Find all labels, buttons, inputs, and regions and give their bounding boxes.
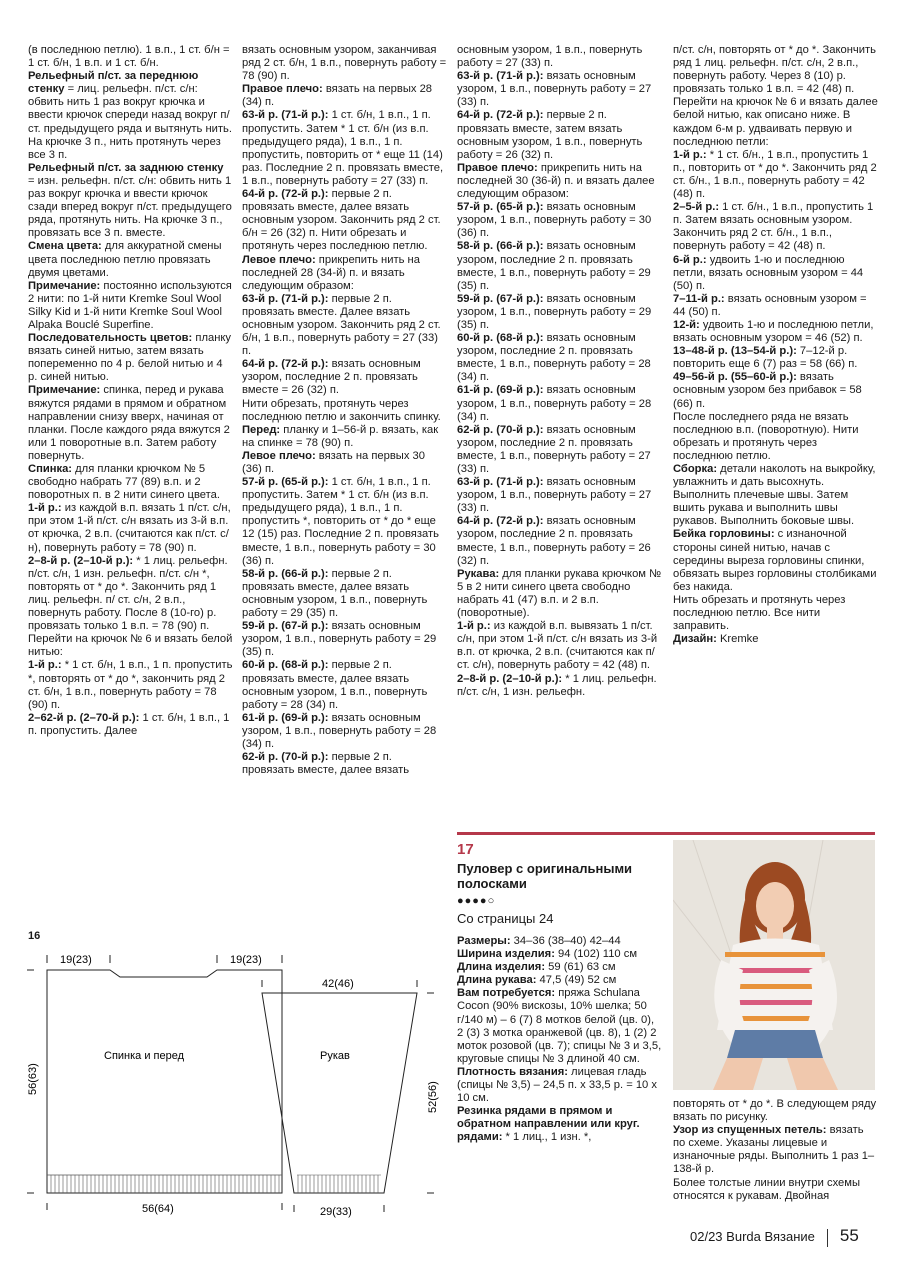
paragraph-heading: Рельефный п/ст. за заднюю стенку (28, 161, 224, 174)
paragraph-text: для планки крючком № 5 свободно набрать 77 (89) в.п. и 2 поворотных п. в 2 нити синего цвета. (28, 463, 220, 502)
paragraph (457, 620, 662, 672)
paragraph-heading: 57-й р. (65-й р.): (457, 201, 544, 214)
paragraph-text: Нить обрезать и протянуть через последнюю петлю. Все нити заправить. (673, 593, 846, 633)
paragraph-heading: Перед: (242, 423, 281, 436)
paragraph (28, 384, 233, 463)
paragraph (457, 974, 662, 987)
pattern-schematic (22, 925, 450, 1225)
paragraph-text: вязать основным узором, 1 в.п., повернуть работу = 28 (34) п. (242, 711, 437, 750)
paragraph-heading: 63-й р. (71-й р.): (242, 292, 329, 305)
paragraph-text: первые 2 п. провязать вместе, далее вязать основным узором, 1 в.п., повернуть работу = 28 (34) п. (242, 659, 428, 711)
paragraph-text: вязать основным узором, последние 2 п. провязать вместе = 26 (32) п. (242, 358, 421, 397)
paragraph (242, 476, 447, 568)
paragraph-text: из каждой в.п. вязать 1 п/ст. с/н, при этом 1-й п/ст. с/н вязать из 3-й в.п. от крючка, 2 в.п. (считаются как п/ст. с/н), повернуть работу = 78 (90) п. (28, 502, 231, 554)
paragraph (457, 384, 662, 423)
paragraph (242, 109, 447, 188)
paragraph (457, 293, 662, 332)
paragraph-text: удвоить 1-ю и последнюю петли, вязать основным узором = 46 (52) п. (673, 318, 874, 345)
paragraph-heading: 60-й р. (68-й р.): (457, 332, 544, 345)
paragraph-heading: 2–62-й р. (2–70-й р.): (28, 711, 140, 724)
paragraph-text: * 1 лиц., 1 изн. *, (502, 1131, 592, 1144)
paragraph (673, 1124, 878, 1176)
paragraph-text: первые 2 п. провязать вместе, далее вязать основным узором. Закончить ряд 2 ст. б/н = 26 (32) п. Нити обрезать и протянуть через последнюю петлю. (242, 188, 441, 253)
paragraph-text: первые 2 п. провязать вместе, далее вязать основным узором, 1 в.п., повернуть работу = 29 (35) п. (242, 567, 428, 620)
paragraph-text: вязать основным узором = 44 (50) п. (673, 292, 867, 318)
paragraph-text: планку вязать синей нитью, затем вязать попеременно по 4 р. белой нитью и 4 р. синей нитью. (28, 332, 232, 384)
paragraph (28, 240, 233, 279)
paragraph (242, 424, 447, 450)
paragraph-text: Перейти на крючок № 6 и вязать белой нитью: (28, 633, 233, 659)
paragraph-text: Нити обрезать, протянуть через последнюю петлю и закончить спинку. (242, 397, 441, 423)
paragraph (457, 987, 662, 1066)
paragraph (457, 948, 662, 961)
text-column-2 (242, 44, 447, 777)
paragraph-text: лицевая гладь (спицы № 3,5) – 24,5 п. x 33,5 р. = 10 x 10 см. (457, 1065, 657, 1105)
body-piece (27, 955, 282, 1210)
paragraph (457, 162, 662, 201)
body-top-left-dim: 19(23) (60, 954, 92, 966)
paragraph (457, 44, 662, 70)
paragraph-text: вязать основным узором, 1 в.п., повернуть работу = 27 (33) п. (457, 70, 652, 109)
paragraph (457, 109, 662, 161)
paragraph (673, 149, 878, 201)
paragraph (28, 712, 233, 738)
paragraph (457, 1066, 662, 1105)
page-number: 55 (839, 1226, 859, 1245)
paragraph (28, 555, 233, 634)
paragraph-heading: Длина рукава: (457, 974, 537, 987)
diagram-number: 16 (28, 930, 41, 942)
paragraph-heading: 1-й р.: (28, 659, 62, 672)
paragraph (457, 332, 662, 384)
paragraph-heading: 1-й р.: (28, 502, 62, 515)
paragraph (673, 463, 878, 528)
paragraph-text: вязать основным узором, 1 в.п., повернуть работу = 30 (36) п. (457, 201, 652, 240)
paragraph-text: (в последнюю петлю). 1 в.п., 1 ст. б/н = 1 ст. б/н, 1 в.п. и 1 ст. б/н. (28, 44, 230, 70)
paragraph-heading: Длина изделия: (457, 961, 546, 974)
paragraph-text: вязать по схеме. Указаны лицевые и изнаночные ряды. Выполнить 1 раз 1–138-й р. (673, 1124, 875, 1176)
paragraph-text: первые 2 п. провязать вместе, далее вязать (242, 751, 410, 777)
paragraph-heading: 61-й р. (69-й р.): (242, 711, 329, 724)
paragraph (457, 476, 662, 515)
paragraph-text: вязать на первых 30 (36) п. (242, 449, 425, 475)
paragraph (242, 188, 447, 253)
paragraph (242, 293, 447, 358)
paragraph-heading: Плотность вязания: (457, 1065, 568, 1078)
paragraph (28, 70, 233, 162)
paragraph-text: постоянно используются 2 нити: по 1-й нити Kremke Soul Wool Silky Kid и 1-й нити Kremke Soul Wool Alpaka Bouclé Superfine. (28, 279, 232, 331)
paragraph-text: планку и 1–56-й р. вязать, как на спинке = 78 (90) п. (242, 423, 439, 449)
paragraph-text: удвоить 1-ю и последнюю петли, вязать основным узором = 44 (50) п. (673, 253, 864, 292)
paragraph (242, 44, 447, 83)
page-footer (690, 1226, 859, 1247)
paragraph (673, 528, 878, 593)
paragraph (673, 345, 878, 371)
paragraph-heading: 58-й р. (66-й р.): (457, 240, 544, 253)
paragraph-text: После последнего ряда не вязать последнюю в.п. (поворотную). Нити обрезать и протянуть через последнюю петлю. (673, 410, 859, 462)
paragraph (457, 935, 662, 948)
paragraph (673, 371, 878, 410)
paragraph-text: для аккуратной смены цвета последнюю петлю провязать двумя цветами. (28, 240, 222, 279)
paragraph-text: первые 2 п. провязать вместе, затем вязать основным узором, 1 в.п., повернуть работу = 26 (32) п. (457, 109, 643, 161)
paragraph-heading: 2–8-й р. (2–10-й р.): (457, 672, 563, 685)
paragraph-heading: 6-й р.: (673, 253, 707, 266)
difficulty-rating: ●●●●○ (457, 895, 496, 907)
paragraph (242, 712, 447, 751)
paragraph (457, 515, 662, 567)
paragraph-text: 7–12-й р. повторить еще 6 (7) раз = 58 (66) п. (673, 345, 858, 371)
paragraph (242, 398, 447, 424)
paragraph-heading: 7–11-й р.: (673, 292, 725, 305)
text-column-3 (457, 44, 662, 699)
pattern-title: Пуловер с оригинальными полосками (457, 861, 633, 891)
paragraph-text: для планки рукава крючком № 5 в 2 нити синего цвета свободно набрать 41 (47) в.п. и 2 в.п. (поворотные). (457, 567, 662, 620)
paragraph (242, 358, 447, 397)
paragraph (457, 424, 662, 476)
paragraph-text: вязать основным узором, 1 в.п., повернуть работу = 29 (35) п. (457, 292, 652, 331)
paragraph-text: вязать на первых 28 (34) п. (242, 83, 433, 109)
paragraph (28, 44, 233, 70)
body-label: Спинка и перед (104, 1050, 185, 1062)
issue-number: 02/23 (690, 1229, 723, 1244)
paragraph-heading: Левое плечо: (242, 449, 316, 462)
paragraph-text: 1 ст. б/н, 1 в.п., 1 п. пропустить. Далее (28, 711, 230, 737)
paragraph-text: вязать основным узором, 1 в.п., повернуть работу = 28 (34) п. (457, 384, 652, 423)
paragraph (673, 44, 878, 96)
from-page: Со страницы 24 (457, 911, 554, 926)
paragraph (673, 96, 878, 148)
footer-separator (827, 1229, 828, 1247)
paragraph (673, 594, 878, 633)
paragraph-text: п/ст. с/н, повторять от * до *. Закончить ряд 1 лиц. рельефн. п/ст. с/н, 2 в.п., повернуть работу. Через 8 (10) р. провязать только 1 в.п. = 42 (48) п. (673, 44, 876, 96)
paragraph-heading: 13–48-й р. (13–54-й р.): (673, 345, 797, 358)
paragraph-text: детали наколоть на выкройку, увлажнить и дать высохнуть. Выполнить плечевые швы. Затем вшить рукава и выполнить швы рукавов. Выполнить боковые швы. (673, 463, 876, 528)
paragraph-text: вязать основным узором, 1 в.п., повернуть работу = 29 (35) п. (242, 620, 437, 659)
paragraph-heading: Правое плечо: (242, 83, 323, 96)
paragraph-text: 1 ст. б/н., 1 в.п., пропустить 1 п. Затем вязать основным узором. Закончить ряд 2 ст. б/н., 1 в.п., повернуть работу = 42 (48) п. (673, 201, 874, 253)
paragraph (457, 70, 662, 109)
pattern-continued (673, 1098, 878, 1203)
paragraph (28, 463, 233, 502)
paragraph-heading: Спинка: (28, 463, 73, 475)
paragraph-heading: 2–5-й р.: (673, 201, 720, 214)
paragraph-text: вязать основным узором без прибавок = 58 (66) п. (673, 371, 862, 410)
paragraph (242, 659, 447, 711)
paragraph-heading: 64-й р. (72-й р.): (242, 188, 329, 201)
paragraph-text: 1 ст. б/н, 1 в.п., 1 п. пропустить. Затем * 1 ст. б/н (из в.п. предыдущего ряда), 1 в.п., 1 п. пропустить, повторить от * еще 11 (14) раз. Последние 2 п. провязать вместе, 1 в.п., повернуть работу = 27 (33) п. (242, 109, 444, 187)
paragraph-heading: 1-й р.: (457, 620, 491, 633)
paragraph (28, 162, 233, 241)
sleeve-piece (262, 980, 434, 1212)
paragraph-heading: 64-й р. (72-й р.): (242, 358, 329, 371)
paragraph (242, 568, 447, 620)
paragraph-heading: Узор из спущенных петель: (673, 1124, 827, 1137)
body-bottom-dim: 56(64) (142, 1203, 174, 1215)
paragraph-heading: Рукава: (457, 567, 500, 580)
paragraph-text: Перейти на крючок № 6 и вязать далее белой нитью, как описано ниже. В каждом 6-м р. удваивать первую и последнюю петли: (673, 96, 878, 148)
section-divider (457, 832, 875, 835)
text-column-4 (673, 44, 878, 646)
paragraph (673, 633, 878, 646)
paragraph (242, 620, 447, 659)
paragraph-heading: Смена цвета: (28, 240, 102, 253)
paragraph-text: вязать основным узором, последние 2 п. провязать вместе, 1 в.п., повернуть работу = 27 (33) п. (457, 423, 651, 475)
paragraph (242, 751, 447, 777)
paragraph-heading: 59-й р. (67-й р.): (242, 620, 329, 633)
paragraph-text: Более толстые линии внутри схемы относятся к рукавам. Двойная (673, 1176, 860, 1202)
paragraph (673, 293, 878, 319)
paragraph-heading: 64-й р. (72-й р.): (457, 515, 544, 528)
paragraph (457, 201, 662, 240)
paragraph-text: 1 ст. б/н, 1 в.п., 1 п. пропустить. Затем * 1 ст. б/н (из в.п. предыдущего ряда), 1 в.п., 1 п. пропустить *, повторить от * до * еще 12 (15) раз. Последние 2 п. провязать вместе, 1 в.п., повернуть работу = 30 (36) п. (242, 476, 439, 567)
paragraph (673, 1098, 878, 1124)
paragraph-text: вязать основным узором, заканчивая ряд 2 ст. б/н, 1 в.п., повернуть работу = 78 (90) п. (242, 44, 447, 83)
paragraph-heading: 2–8-й р. (2–10-й р.): (28, 554, 134, 567)
paragraph-text: основным узором, 1 в.п., повернуть работу = 27 (33) п. (457, 44, 643, 70)
paragraph-heading: Рельефный п/ст. за переднюю стенку (28, 70, 199, 96)
paragraph-text: * 1 лиц. рельефн. п/ст. с/н, 1 изн. рельефн. п/ст. с/н *, повторять от * до *. Закончить ряд 1 лиц. рельефн. п/ ст. с/н, 2 в.п., повернуть работу. После 8 (10-го) р. провязать только 1 в.п. = 78 (90) п. (28, 554, 228, 633)
paragraph-heading: 63-й р. (71-й р.): (457, 476, 544, 489)
paragraph (28, 633, 233, 659)
body-height-dim: 56(63) (27, 1063, 39, 1095)
paragraph (28, 280, 233, 332)
paragraph-heading: 1-й р.: (673, 148, 707, 161)
paragraph-heading: Бейка горловины: (673, 528, 775, 541)
paragraph-heading: 63-й р. (71-й р.): (242, 109, 329, 122)
paragraph-heading: 57-й р. (65-й р.): (242, 476, 329, 489)
sleeve-top-dim: 42(46) (322, 978, 354, 990)
paragraph-heading: Ширина изделия: (457, 948, 555, 961)
pattern-number: 17 (457, 841, 474, 858)
paragraph (242, 83, 447, 109)
paragraph-text: вязать основным узором, последние 2 п. провязать вместе, 1 в.п., повернуть работу = 28 (34) п. (457, 332, 651, 384)
paragraph (673, 254, 878, 293)
paragraph-heading: Примечание: (28, 384, 101, 397)
paragraph (457, 1105, 662, 1144)
paragraph-text: * 1 лиц. рельефн. п/ст. с/н, 1 изн. рельефн. (457, 672, 657, 698)
paragraph-heading: Резинка рядами в прямом и обратном направлении или круг. рядами: (457, 1105, 640, 1144)
paragraph-heading: 60-й р. (68-й р.): (242, 659, 329, 672)
paragraph-heading: Правое плечо: (457, 161, 538, 174)
paragraph (28, 659, 233, 711)
paragraph (457, 673, 662, 699)
paragraph (673, 201, 878, 253)
paragraph (242, 254, 447, 293)
sweater-stripe (725, 952, 825, 957)
paragraph (673, 1177, 878, 1203)
paragraph-text: из каждой в.п. вывязать 1 п/ст. с/н, при этом 1-й п/ст. с/н вязать из 3-й в.п. от крючка, 2 в.п. (считаются как п/ст. с/н), повернуть работу = 42 (48) п. (457, 620, 658, 672)
paragraph (457, 568, 662, 620)
text-column-1 (28, 44, 233, 738)
sleeve-label: Рукав (320, 1050, 350, 1062)
sleeve-bottom-dim: 29(33) (320, 1206, 352, 1218)
paragraph-heading: Левое плечо: (242, 253, 316, 266)
paragraph-heading: 63-й р. (71-й р.): (457, 70, 544, 83)
paragraph-heading: 59-й р. (67-й р.): (457, 292, 544, 305)
paragraph-text: пряжа Schulana Cocon (90% вискозы, 10% шелка; 50 г/140 м) – 6 (7) 8 мотков белой (цв. 0), 2 (3) 3 мотка оранжевой (цв. 8), 1 (2) 2 моток розовой (цв. 7); спицы № 3 и 3,5, круговые спицы № 3 длиной 40 см. (457, 987, 662, 1065)
paragraph-heading: 64-й р. (72-й р.): (457, 109, 544, 122)
paragraph-heading: Сборка: (673, 463, 718, 475)
paragraph-heading: 61-й р. (69-й р.): (457, 384, 544, 397)
paragraph-text: вязать основным узором, 1 в.п., повернуть работу = 27 (33) п. (457, 476, 652, 515)
body-top-right-dim: 19(23) (230, 954, 262, 966)
model-photo (673, 840, 875, 1090)
paragraph-heading: Дизайн: (673, 633, 717, 646)
paragraph-text: прикрепить нить на последней 30 (36-й) п. и вязать далее следующим образом: (457, 161, 655, 201)
paragraph (673, 411, 878, 463)
paragraph-heading: Примечание: (28, 279, 101, 292)
paragraph-text: 94 (102) 110 см (554, 948, 638, 961)
paragraph (457, 961, 662, 974)
paragraph-text: вязать основным узором, последние 2 п. провязать вместе, 1 в.п., повернуть работу = 29 (35) п. (457, 240, 651, 292)
paragraph-text: * 1 ст. б/н., 1 в.п., пропустить 1 п., повторить от * до *. Закончить ряд 2 ст. б/н., 1 в.п., повернуть работу = 42 (48) п. (673, 148, 877, 201)
pattern-specs (457, 935, 662, 1145)
paragraph-heading: Размеры: (457, 935, 511, 947)
paragraph-text: с изнаночной стороны синей нитью, начав с середины выреза горловины спинки, обвязать вырез горловины столбиками без накида. (673, 528, 877, 593)
sleeve-height-dim: 52(56) (427, 1081, 439, 1113)
paragraph-text: прикрепить нить на последней 28 (34-й) п. и вязать следующим образом: (242, 253, 420, 292)
paragraph-text: * 1 ст. б/н, 1 в.п., 1 п. пропустить *, повторять от * до *, закончить ряд 2 ст. б/н, 1 в.п., повернуть работу = 78 (90) п. (28, 659, 233, 711)
paragraph-heading: 62-й р. (70-й р.): (457, 423, 544, 436)
paragraph-text: = лиц. рельефн. п/ст. с/н: обвить нить 1 раз вокруг крючка и ввести крючок спереди назад вокруг п/ст. предыдущего ряда и вытянуть нить. На крючке 3 п., нить протянуть через все 3 п. (28, 83, 232, 161)
paragraph (242, 450, 447, 476)
paragraph-text: Kremke (716, 633, 759, 646)
paragraph-text: первые 2 п. провязать вместе. Далее вязать основным узором. Закончить ряд 2 ст. б/н, 1 в.п., повернуть работу = 27 (33) п. (242, 292, 441, 358)
paragraph-heading: 62-й р. (70-й р.): (242, 751, 329, 764)
paragraph-heading: 12-й: (673, 318, 700, 331)
paragraph-text: вязать основным узором, последние 2 п. провязать вместе, 1 в.п., повернуть работу = 26 (32) п. (457, 515, 651, 567)
paragraph-heading: 49–56-й р. (55–60-й р.): (673, 371, 797, 384)
paragraph-heading: Последовательность цветов: (28, 332, 193, 345)
paragraph-text: 34–36 (38–40) 42–44 (510, 935, 621, 947)
paragraph-text: = изн. рельефн. п/ст. с/н: обвить нить 1 раз вокруг крючка и ввести крючок сзади вперед вокруг п/ст. предыдущего ряда, протянуть нить. На крючке 3 п., провязать все 3 п. вместе. (28, 174, 232, 240)
paragraph-heading: 58-й р. (66-й р.): (242, 567, 329, 580)
paragraph (28, 502, 233, 554)
paragraph-text: 47,5 (49) 52 см (536, 974, 617, 987)
paragraph (673, 319, 878, 345)
paragraph-text: спинка, перед и рукава вяжутся рядами в прямом и обратном направлении снизу вверх, начиная от планки. После каждого ряда вяжутся 2 или 1 поворотные в.п. Затем работу повернуть. (28, 384, 230, 462)
paragraph-text: 59 (61) 63 см (545, 961, 616, 974)
paragraph-heading: Вам потребуется: (457, 987, 556, 1000)
paragraph (457, 240, 662, 292)
magazine-name: Burda Вязание (726, 1229, 815, 1244)
paragraph (28, 332, 233, 384)
paragraph-text: повторять от * до *. В следующем ряду вязать по рисунку. (673, 1098, 877, 1124)
